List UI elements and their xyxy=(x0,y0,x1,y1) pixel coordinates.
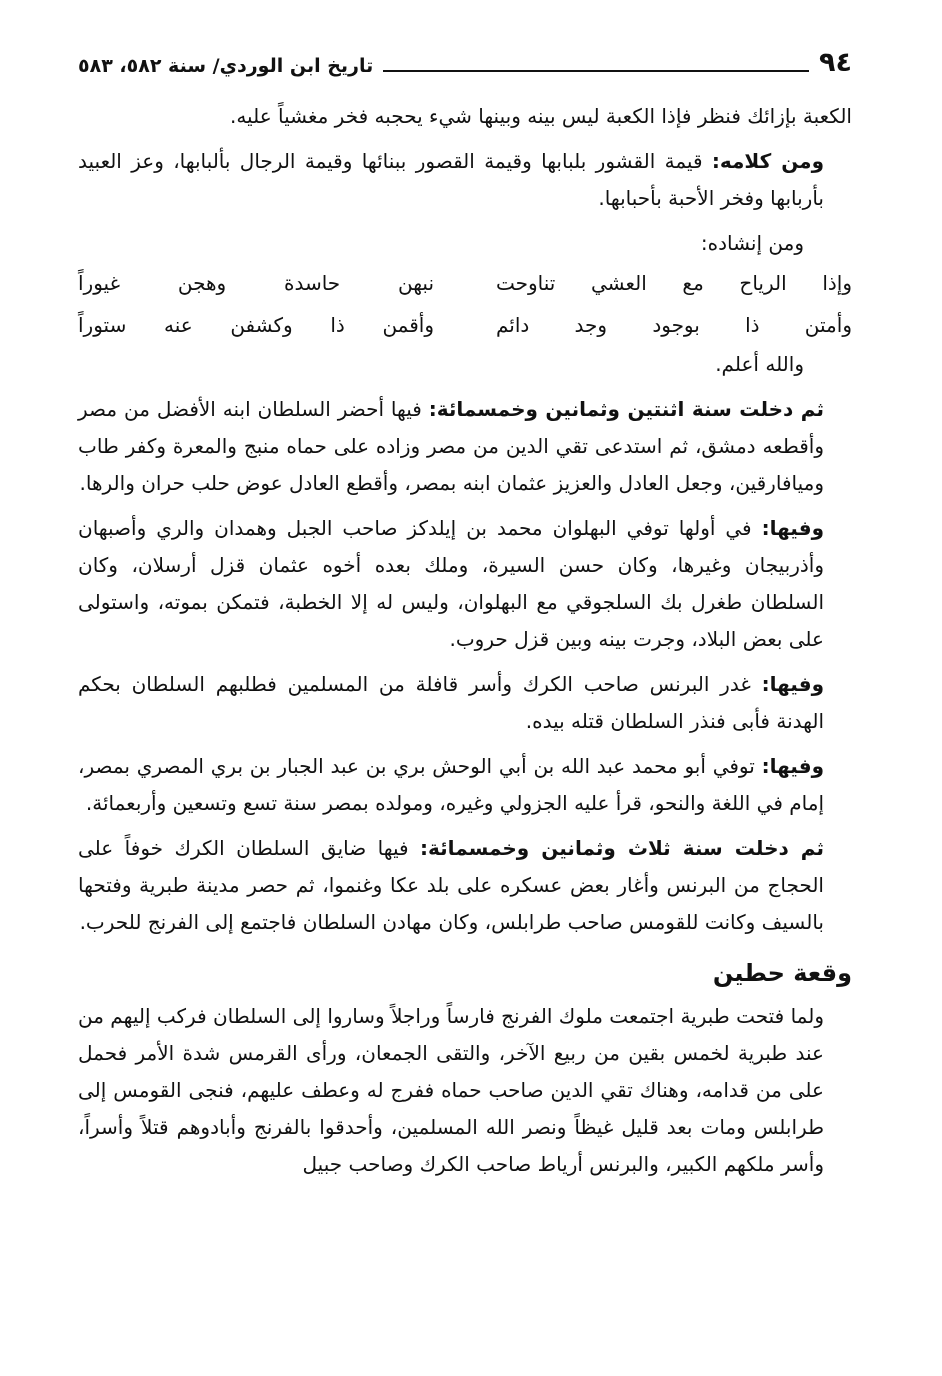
paragraph-text: فيها ضايق السلطان الكرك خوفاً على الحجاج من البرنس وأغار بعض عسكره على بلد عكا وغنموا، ثم حصر مدينة طبرية وفتحها بالسيف وكانت للقومس صاحب طرابلس، وكان مهادن السلطان فاجتمع إلى الفرنج للحرب. xyxy=(78,836,824,934)
paragraph-lead: ثم دخلت سنة اثنتين وثمانين وخمسمائة: xyxy=(428,397,825,421)
paragraph-lead: وفيها: xyxy=(761,754,824,778)
paragraph xyxy=(78,998,852,1183)
running-head: تاريخ ابن الوردي/ سنة ٥٨٢، ٥٨٣ xyxy=(78,55,374,77)
verse-hemistich-first: وأمتن ذا بوجود وجد دائم xyxy=(495,313,852,337)
paragraph xyxy=(78,830,852,941)
paragraph xyxy=(78,666,852,740)
paragraph xyxy=(78,143,852,217)
paragraph-text: قيمة القشور بلبابها وقيمة القصور ببنائها وقيمة الرجال بألبابها، وعز العبيد بأربابها وفخر الأحبة بأحبابها. xyxy=(78,149,824,210)
paragraph-lead: وفيها: xyxy=(761,516,824,540)
verse-intro: ومن إنشاده: xyxy=(700,231,804,255)
page-header xyxy=(78,36,852,82)
paragraph-text: فيها أحضر السلطان ابنه الأفضل من مصر وأقطعه دمشق، ثم استدعى تقي الدين من مصر وزاده على حماه منبج والمعرة وكفر طاب وميافارقين، وجعل العادل والعزيز عثمان ابنه بمصر، وأقطع العادل عوض حلب حران والرها. xyxy=(78,397,824,495)
verse-line xyxy=(78,304,852,346)
verse-hemistich-second: نبهن حاسدة وهجن غيوراً xyxy=(78,271,435,295)
paragraph-text: ولما فتحت طبرية اجتمعت ملوك الفرنج فارساً وراجلاً وساروا إلى السلطان فركب إليهم من عند طبرية لخمس بقين من ربيع الآخر، والتقى الجمعان، ورأى القرمس شدة الأمر فحمل على من قدامه، وهناك تقي الدين صاحب حماه ففرج له وعطف عليهم، فنجى القومس إلى طرابلس ومات بعد قليل غيظاً ونصر الله المسلمين، وأحدقوا بالفرنج وأبادوهم قتلاً وأسراً، وأسر ملكهم الكبير، والبرنس أرياط صاحب الكرك وصاحب جبيل xyxy=(78,1004,824,1176)
paragraph xyxy=(78,391,852,502)
paragraph-text: توفي أبو محمد عبد الله بن أبي الوحش بري بن عبد الجبار بن بري المصري بمصر، إمام في اللغة والنحو، قرأ عليه الجزولي وغيره، ومولده بمصر سنة تسع وتسعين وأربعمائة. xyxy=(78,754,824,815)
closing-phrase: والله أعلم. xyxy=(715,352,804,376)
book-page xyxy=(78,36,852,1366)
paragraph xyxy=(78,748,852,822)
paragraph-text: الكعبة بإزائك فنظر فإذا الكعبة ليس بينه وبينها شيء يحجبه فخر مغشياً عليه. xyxy=(229,104,852,128)
paragraph xyxy=(78,98,852,135)
verse-line xyxy=(78,262,852,304)
verse-hemistich-second: وأقمن ذا وكشفن عنه ستوراً xyxy=(78,313,435,337)
page-number: ٩٤ xyxy=(819,47,852,78)
paragraph-text: غدر البرنس صاحب الكرك وأسر قافلة من المسلمين فطلبهم السلطان بحكم الهدنة فأبى فنذر السلطان قتله بيده. xyxy=(78,672,824,733)
section-title: وقعة حطين xyxy=(712,959,852,987)
paragraph-lead: ومن كلامه: xyxy=(711,149,825,173)
header-rule xyxy=(383,70,809,72)
paragraph-text: في أولها توفي البهلوان محمد بن إيلدكز صاحب الجبل وهمدان والري وأصبهان وأذربيجان وغيرها، وكان حسن السيرة، وملك بعده أخوه عثمان قزل أرسلان، وكان السلطان طغرل بك السلجوقي مع البهلوان، وليس له إلا الخطبة، فتمكن بموته، واستولى على بعض البلاد، وجرت بينه وبين قزل حروب. xyxy=(78,516,824,651)
paragraph-lead: ثم دخلت سنة ثلاث وثمانين وخمسمائة: xyxy=(420,836,824,860)
page-body xyxy=(78,98,852,1183)
paragraph-lead: وفيها: xyxy=(761,672,824,696)
verse-hemistich-first: وإذا الرياح مع العشي تناوحت xyxy=(495,271,852,295)
paragraph xyxy=(78,510,852,658)
